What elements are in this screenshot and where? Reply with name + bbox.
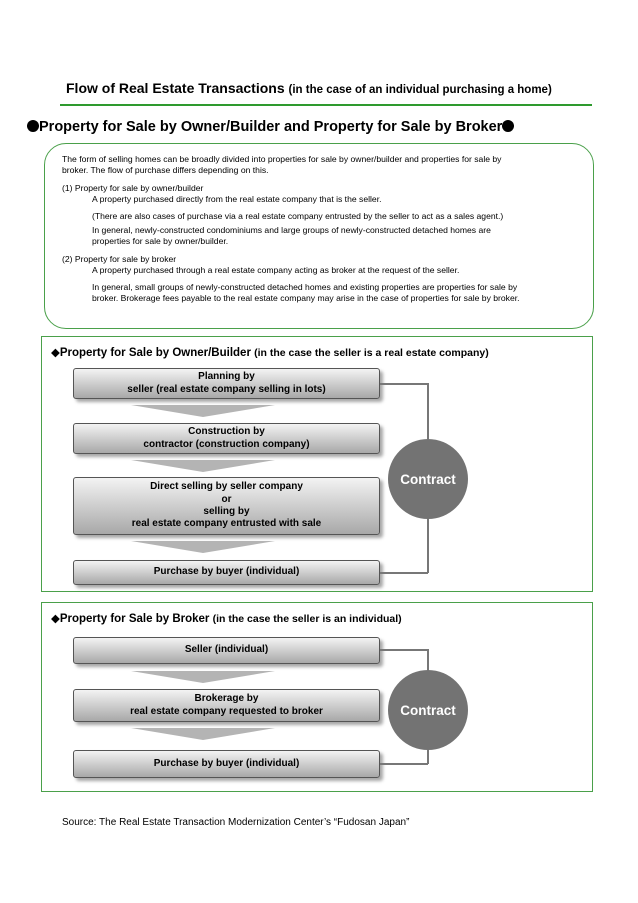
down-arrow-icon [131, 541, 275, 553]
broker-section [41, 602, 593, 792]
down-arrow-icon [131, 728, 275, 740]
contract-circle: Contract [388, 439, 468, 519]
intro-box [44, 143, 594, 329]
step-seller: Seller (individual) [73, 637, 380, 664]
step-planning: Planning by seller (real estate company selling in lots) [73, 368, 380, 399]
connector-line [380, 572, 428, 574]
intro-line: broker. The flow of purchase differs depending on this. [62, 165, 269, 175]
down-arrow-icon [131, 405, 275, 417]
section-heading-text: ◆Property for Sale by Broker [51, 613, 210, 625]
section-heading-sub: (in the case the seller is a real estate company) [254, 347, 489, 359]
section-heading-text: ◆Property for Sale by Owner/Builder [51, 347, 251, 359]
section-heading-sub: (in the case the seller is an individual) [212, 613, 402, 625]
item2-line: A property purchased through a real estate company acting as broker at the request of the seller. [92, 265, 460, 275]
title-main: Flow of Real Estate Transactions [66, 80, 285, 96]
item2-line: In general, small groups of newly-constructed detached homes and existing properties are properties for sale by [92, 282, 518, 292]
section-heading [51, 345, 489, 359]
connector-line [380, 763, 428, 765]
section-heading [51, 611, 402, 625]
connector-line [427, 750, 429, 764]
source-note: Source: The Real Estate Transaction Modernization Center’s “Fudosan Japan” [62, 817, 410, 828]
title-sub: (in the case of an individual purchasing a home) [288, 84, 552, 96]
down-arrow-icon [131, 460, 275, 472]
item2-title: (2) Property for sale by broker [62, 254, 177, 264]
step-brokerage: Brokerage by real estate company requested to broker [73, 689, 380, 722]
step-purchase: Purchase by buyer (individual) [73, 560, 380, 585]
connector-line [427, 518, 429, 573]
connector-line [427, 383, 429, 439]
bullet-dot-icon [27, 120, 39, 132]
title-rule [60, 104, 592, 106]
main-heading-text: Property for Sale by Owner/Builder and Property for Sale by Broker [39, 119, 503, 135]
item1-title: (1) Property for sale by owner/builder [62, 183, 204, 193]
step-selling: Direct selling by seller company or selling by real estate company entrusted with sale [73, 477, 380, 535]
down-arrow-icon [131, 671, 275, 683]
bullet-dot-icon [502, 120, 514, 132]
item1-line: properties for sale by owner/builder. [92, 236, 229, 246]
item1-line: (There are also cases of purchase via a real estate company entrusted by the seller to act as a sales agent.) [92, 211, 504, 221]
connector-line [380, 383, 428, 385]
owner-builder-section [41, 336, 593, 592]
contract-circle: Contract [388, 670, 468, 750]
item1-line: A property purchased directly from the real estate company that is the seller. [92, 194, 382, 204]
page-title [66, 80, 552, 96]
connector-line [380, 649, 428, 651]
item2-line: broker. Brokerage fees payable to the real estate company may arise in the case of properties for sale by broker. [92, 293, 520, 303]
step-construction: Construction by contractor (construction company) [73, 423, 380, 454]
intro-line: The form of selling homes can be broadly divided into properties for sale by owner/builder and properties for sale by [62, 154, 502, 164]
step-purchase: Purchase by buyer (individual) [73, 750, 380, 778]
item1-line: In general, newly-constructed condominiums and large groups of newly-constructed detached homes are [92, 225, 491, 235]
main-heading [27, 119, 514, 135]
